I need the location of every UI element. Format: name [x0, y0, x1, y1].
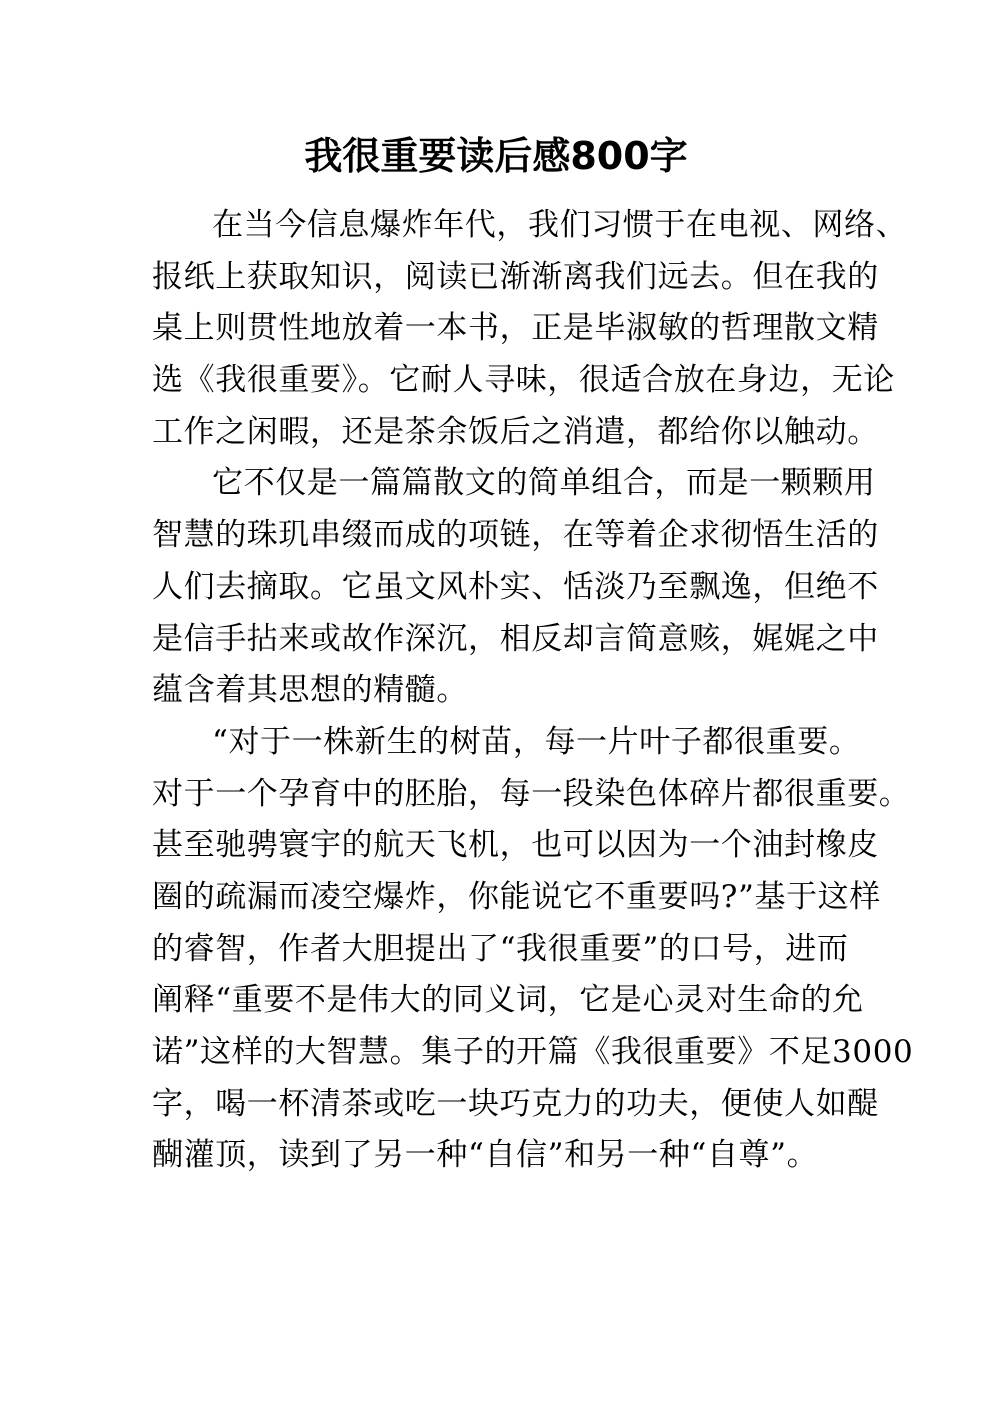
paragraph-3	[152, 717, 914, 1182]
text-line: 是信手拈来或故作深沉，相反却言简意赅，娓娓之中	[152, 620, 879, 657]
document-body	[152, 200, 914, 1182]
text-line: 它不仅是一篇篇散文的简单组合，而是一颗颗用	[212, 465, 876, 502]
text-line: “对于一株新生的树苗，每一片叶子都很重要。	[212, 723, 861, 760]
text-line: 智慧的珠玑串缀而成的项链，在等着企求彻悟生活的	[152, 517, 879, 554]
text-line: 蕴含着其思想的精髓。	[152, 672, 468, 709]
text-line: 工作之闲暇，还是茶余饭后之消遣，都给你以触动。	[152, 413, 879, 450]
text-line: 选《我很重要》。它耐人寻味，很适合放在身边，无论	[152, 362, 895, 399]
paragraph-2	[152, 458, 879, 716]
text-line: 对于一个孕育中的胚胎，每一段染色体碎片都很重要。	[152, 775, 911, 812]
text-line: 甚至驰骋寰宇的航天飞机，也可以因为一个油封橡皮	[152, 827, 879, 864]
text-line: 人们去摘取。它虽文风朴实、恬淡乃至飘逸，但绝不	[152, 568, 879, 605]
text-line: 阐释“重要不是伟大的同义词，它是心灵对生命的允	[152, 982, 864, 1019]
text-line: 的睿智，作者大胆提出了“我很重要”的口号，进而	[152, 930, 849, 967]
document-title: 我很重要读后感800字	[304, 134, 688, 178]
text-line: 诺”这样的大智慧。集子的开篇《我很重要》不足3000	[152, 1034, 914, 1070]
text-line: 桌上则贯性地放着一本书，正是毕淑敏的哲理散文精	[152, 310, 879, 347]
text-line: 圈的疏漏而凌空爆炸，你能说它不重要吗?”基于这样	[152, 878, 881, 915]
text-line: 字，喝一杯清茶或吃一块巧克力的功夫，便使人如醍	[152, 1085, 879, 1122]
paragraph-1	[152, 200, 908, 458]
text-line: 报纸上获取知识，阅读已渐渐离我们远去。但在我的	[152, 258, 879, 295]
text-line: 在当今信息爆炸年代，我们习惯于在电视、网络、	[212, 207, 908, 243]
text-line: 醐灌顶，读到了另一种“自信”和另一种“自尊”。	[152, 1137, 819, 1174]
